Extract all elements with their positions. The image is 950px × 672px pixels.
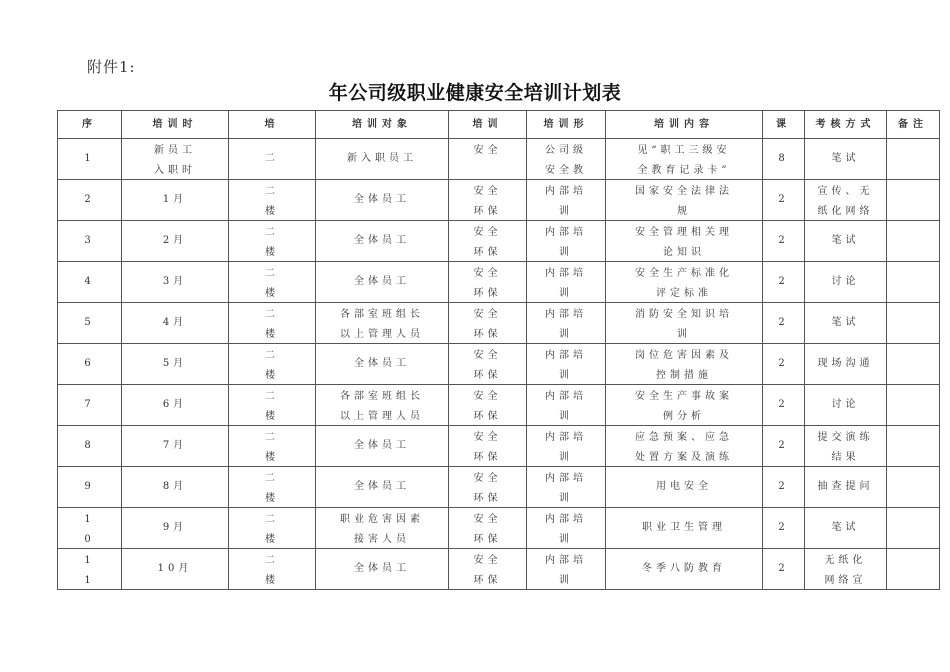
cell-type [449,549,527,590]
cell-line: 安全 [473,309,502,320]
cell-line: 1 [84,514,95,525]
cell-line: 楼 [265,411,279,422]
cell-line: 以上管理人员 [340,329,424,340]
cell-line: 接害人员 [354,534,410,545]
cell-note [887,467,940,508]
cell-line: 0 [84,534,95,545]
cell-line: 安全 [473,227,502,238]
cell-no [58,262,122,303]
cell-text: 6月 [162,399,188,410]
cell-text: 全体员工 [354,440,410,451]
cell-form [527,139,606,180]
cell-line: 训 [559,493,573,504]
cell-line: 楼 [265,288,279,299]
cell-text: 二 [265,153,279,164]
cell-hours [763,344,805,385]
cell-content [606,426,763,467]
cell-line: 环保 [473,493,502,504]
cell-line: 内部培 [545,186,587,197]
cell-exam [805,303,887,344]
cell-line: 新员工 [154,145,196,156]
table-row [58,549,940,590]
cell-text: 9 [84,481,95,492]
header-form: 培训形 [527,111,606,139]
cell-time [122,139,229,180]
cell-exam [805,385,887,426]
cell-target [316,467,449,508]
cell-line: 楼 [265,575,279,586]
cell-text: 8月 [162,481,188,492]
cell-exam [805,262,887,303]
attachment-label: 附件1: [87,58,136,76]
cell-content [606,139,763,180]
cell-line: 岗位危害因素及 [635,350,733,361]
cell-hours [763,221,805,262]
cell-line: 1 [84,575,95,586]
cell-text: 2 [778,276,789,287]
cell-place [229,221,316,262]
cell-time [122,180,229,221]
cell-hours [763,385,805,426]
cell-exam [805,180,887,221]
cell-text: 全体员工 [354,481,410,492]
table-row [58,385,940,426]
cell-content [606,549,763,590]
cell-line: 应急预案、应急 [635,432,733,443]
cell-text: 职业卫生管理 [642,522,726,533]
header-time: 培训时 [122,111,229,139]
cell-line: 楼 [265,452,279,463]
cell-place [229,508,316,549]
cell-no [58,303,122,344]
cell-time [122,344,229,385]
cell-line: 职业危害因素 [340,514,424,525]
cell-line: 安全管理相关理 [635,227,733,238]
cell-place [229,426,316,467]
cell-line: 内部培 [545,350,587,361]
cell-line: 公司级 [545,145,587,156]
cell-form [527,344,606,385]
table-row [58,508,940,549]
cell-target [316,303,449,344]
cell-form [527,508,606,549]
cell-line: 安全 [473,350,502,361]
cell-line: 安全教 [545,165,587,176]
cell-exam [805,549,887,590]
cell-no [58,344,122,385]
cell-no [58,139,122,180]
cell-line: 论知识 [663,247,705,258]
cell-exam [805,221,887,262]
cell-line: 例分析 [663,411,705,422]
cell-line: 内部培 [545,473,587,484]
page-title: 年公司级职业健康安全培训计划表 [328,82,622,104]
cell-hours [763,303,805,344]
header-exam: 考核方式 [805,111,887,139]
cell-line: 纸化网络 [817,206,874,217]
cell-line: 环保 [473,452,502,463]
cell-target [316,221,449,262]
cell-content [606,508,763,549]
cell-line: 训 [677,329,691,340]
cell-line: 评定标准 [656,288,712,299]
cell-time [122,549,229,590]
cell-form [527,467,606,508]
cell-target [316,549,449,590]
cell-line: 1 [84,555,95,566]
cell-place [229,467,316,508]
cell-line: 宣传、无 [817,186,874,197]
cell-hours [763,508,805,549]
cell-line: 楼 [265,534,279,545]
cell-text: 1月 [162,194,188,205]
cell-line: 楼 [265,370,279,381]
cell-line: 见“职工三级安 [637,145,731,156]
cell-text: 4月 [162,317,188,328]
cell-type [449,344,527,385]
header-no: 序 [58,111,122,139]
cell-text: 2月 [162,235,188,246]
cell-time [122,467,229,508]
cell-line: 训 [559,370,573,381]
cell-line: 网络宣 [824,575,867,586]
cell-line: 内部培 [545,227,587,238]
cell-text: 6 [84,358,95,369]
cell-line: 二 [265,514,279,525]
cell-note [887,508,940,549]
cell-text: 2 [778,563,789,574]
cell-line: 安全 [473,514,502,525]
cell-line: 环保 [473,288,502,299]
cell-line: 二 [265,555,279,566]
cell-line: 二 [265,473,279,484]
cell-text: 全体员工 [354,358,410,369]
cell-hours [763,262,805,303]
cell-no [58,180,122,221]
header-hours: 课 [763,111,805,139]
cell-text: 5月 [162,358,188,369]
cell-text: 1 [84,153,95,164]
cell-target [316,344,449,385]
cell-text: 3月 [162,276,188,287]
cell-line: 以上管理人员 [340,411,424,422]
cell-exam [805,467,887,508]
cell-line: 二 [265,309,279,320]
cell-type [449,139,527,180]
cell-target [316,180,449,221]
cell-place [229,344,316,385]
cell-text: 2 [778,522,789,533]
cell-exam [805,426,887,467]
cell-line: 楼 [265,206,279,217]
cell-exam [805,344,887,385]
cell-hours [763,549,805,590]
table-body [58,139,940,590]
cell-content [606,303,763,344]
cell-note [887,549,940,590]
header-target: 培训对象 [316,111,449,139]
cell-line: 入职时 [154,165,196,176]
cell-line: 环保 [473,411,502,422]
cell-form [527,221,606,262]
cell-text: 7月 [162,440,188,451]
cell-text: 2 [778,358,789,369]
table-row [58,467,940,508]
cell-hours [763,426,805,467]
cell-line: 消防安全知识培 [635,309,733,320]
cell-text: 全体员工 [354,563,410,574]
cell-no [58,221,122,262]
cell-line: 内部培 [545,391,587,402]
cell-text: 抽查提问 [817,481,874,492]
cell-type [449,467,527,508]
cell-place [229,385,316,426]
header-type: 培训 [449,111,527,139]
cell-no [58,549,122,590]
cell-line: 各部室班组长 [340,391,424,402]
cell-line: 安全 [473,268,502,279]
cell-line: 二 [265,227,279,238]
cell-text: 9月 [162,522,188,533]
cell-line: 内部培 [545,514,587,525]
cell-text: 2 [778,235,789,246]
cell-line: 训 [559,411,573,422]
cell-line: 训 [559,247,573,258]
cell-line: 二 [265,391,279,402]
cell-type [449,426,527,467]
cell-note [887,180,940,221]
cell-type [449,385,527,426]
cell-note [887,344,940,385]
cell-line: 安全 [473,145,502,156]
cell-line: 训 [559,329,573,340]
cell-text: 2 [778,481,789,492]
cell-hours [763,467,805,508]
cell-text: 2 [84,194,95,205]
cell-line: 内部培 [545,268,587,279]
cell-line: 规 [677,206,691,217]
cell-text: 2 [778,317,789,328]
cell-line: 环保 [473,575,502,586]
table-row [58,262,940,303]
cell-line: 安全生产事故案 [635,391,733,402]
cell-type [449,303,527,344]
cell-text: 现场沟通 [817,358,874,369]
cell-text: 全体员工 [354,235,410,246]
cell-type [449,262,527,303]
cell-line: 安全 [473,555,502,566]
cell-content [606,344,763,385]
cell-line: 环保 [473,370,502,381]
table-row [58,139,940,180]
cell-line: 环保 [473,329,502,340]
cell-line: 提交演练 [817,432,874,443]
cell-no [58,467,122,508]
cell-time [122,508,229,549]
cell-line: 内部培 [545,555,587,566]
cell-line: 内部培 [545,309,587,320]
cell-text: 用电安全 [656,481,712,492]
cell-place [229,139,316,180]
cell-note [887,139,940,180]
cell-target [316,139,449,180]
cell-hours [763,139,805,180]
cell-text: 笔试 [831,235,860,246]
cell-line: 无纸化 [824,555,867,566]
cell-line: 二 [265,432,279,443]
cell-place [229,262,316,303]
cell-line: 二 [265,350,279,361]
cell-line: 国家安全法律法 [635,186,733,197]
cell-time [122,426,229,467]
table-header-row [58,111,940,139]
cell-form [527,549,606,590]
cell-text: 笔试 [831,317,860,328]
cell-line: 全教育记录卡” [637,165,731,176]
cell-text: 10月 [157,563,193,574]
cell-text: 新入职员工 [347,153,417,164]
cell-time [122,262,229,303]
training-plan-table [57,110,940,590]
cell-form [527,385,606,426]
cell-line: 训 [559,206,573,217]
cell-content [606,262,763,303]
cell-content [606,385,763,426]
cell-line: 二 [265,268,279,279]
cell-line: 处置方案及演练 [635,452,733,463]
cell-text: 7 [84,399,95,410]
cell-note [887,262,940,303]
cell-text: 4 [84,276,95,287]
cell-place [229,303,316,344]
cell-time [122,385,229,426]
cell-target [316,262,449,303]
cell-exam [805,139,887,180]
cell-line: 结果 [831,452,860,463]
cell-line: 安全生产标准化 [635,268,733,279]
cell-target [316,385,449,426]
cell-text: 8 [778,153,789,164]
cell-time [122,303,229,344]
cell-content [606,221,763,262]
cell-line: 控制措施 [656,370,712,381]
table-row [58,180,940,221]
cell-note [887,221,940,262]
cell-note [887,385,940,426]
table-row [58,426,940,467]
cell-line: 二 [265,186,279,197]
cell-text: 讨论 [831,399,860,410]
cell-line: 训 [559,575,573,586]
cell-target [316,508,449,549]
header-note: 备注 [887,111,940,139]
cell-line: 楼 [265,247,279,258]
header-place: 培 [229,111,316,139]
cell-line: 训 [559,534,573,545]
table-row [58,221,940,262]
cell-text: 3 [84,235,95,246]
cell-type [449,221,527,262]
cell-text: 笔试 [831,153,860,164]
cell-line: 安全 [473,432,502,443]
cell-text: 讨论 [831,276,860,287]
cell-line: 安全 [473,473,502,484]
cell-type [449,180,527,221]
cell-target [316,426,449,467]
cell-line: 环保 [473,534,502,545]
cell-text: 2 [778,399,789,410]
cell-no [58,426,122,467]
cell-exam [805,508,887,549]
cell-note [887,303,940,344]
cell-type [449,508,527,549]
cell-line: 楼 [265,493,279,504]
cell-form [527,303,606,344]
cell-line: 训 [559,288,573,299]
cell-text: 全体员工 [354,194,410,205]
cell-line: 内部培 [545,432,587,443]
cell-no [58,385,122,426]
cell-content [606,180,763,221]
header-content: 培训内容 [606,111,763,139]
cell-form [527,180,606,221]
table-row [58,303,940,344]
cell-line: 环保 [473,247,502,258]
cell-note [887,426,940,467]
cell-line: 环保 [473,206,502,217]
cell-line: 楼 [265,329,279,340]
cell-form [527,426,606,467]
table-row [58,344,940,385]
cell-content [606,467,763,508]
cell-text: 全体员工 [354,276,410,287]
cell-no [58,508,122,549]
cell-hours [763,180,805,221]
cell-line: 训 [559,452,573,463]
cell-text: 2 [778,194,789,205]
cell-text: 笔试 [831,522,860,533]
cell-place [229,549,316,590]
cell-line: 各部室班组长 [340,309,424,320]
cell-form [527,262,606,303]
cell-line: 安全 [473,186,502,197]
cell-text: 2 [778,440,789,451]
cell-text: 5 [84,317,95,328]
cell-text: 冬季八防教育 [642,563,726,574]
cell-text: 8 [84,440,95,451]
cell-time [122,221,229,262]
cell-line: 安全 [473,391,502,402]
cell-place [229,180,316,221]
